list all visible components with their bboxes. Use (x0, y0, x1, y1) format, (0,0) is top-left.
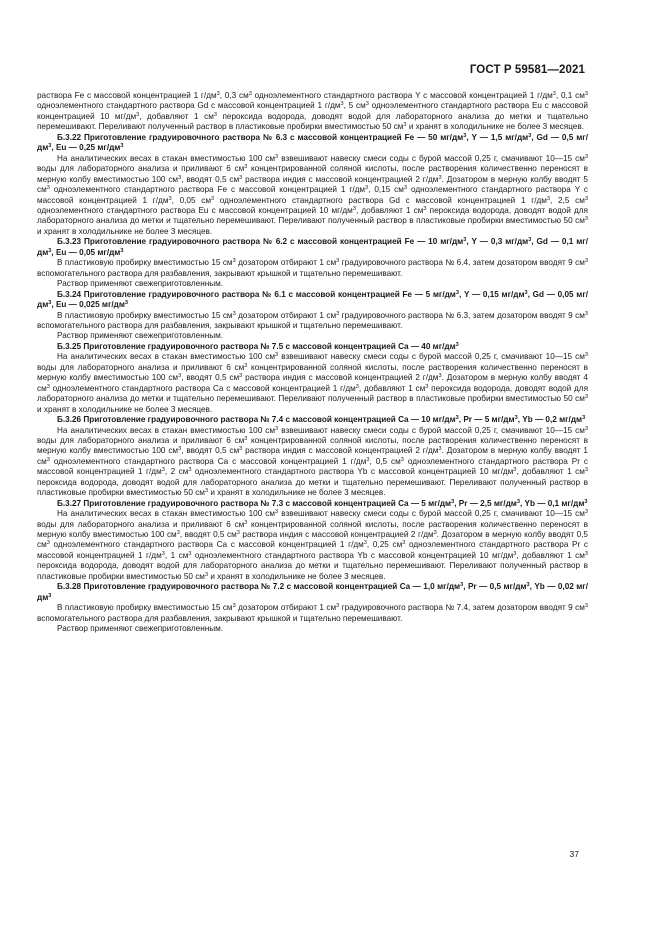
section-heading: Б.3.27 Приготовление градуировочного раствора № 7.3 с массовой концентрацией Ca — 5 $мг/дм^3$, Pr — 2,5 $мг/дм^3$, Yb — 0,1 $мг/дм^3$ (57, 498, 588, 508)
paragraph: В пластиковую пробирку вместимостью 15 $см^3$ дозатором отбирают 1 $см^3$ градуировочного раствора № 6.4, затем дозатором вводят 9 $см^3$ вспомогательного раствора для разбавления, закрывают крышкой и тщательно перемешивают. (37, 258, 588, 278)
paragraph: раствора Fe с массовой концентрацией 1 $г/дм^3$, 0,3 $см^3$ одноэлементного стандартного раствора Y с массовой концентрацией 1 $г/дм^3$, 0,1 $см^3$ одноэлементного стандартного раствора Gd с массовой концентрацией 1 $г/дм^3$, 5 $см^3$ одноэлементного стандартного раствора Eu с массовой концентрацией 10 $мг/дм^3$, добавляют 1 $см^3$ пероксида водорода, доводят водой для лабораторного анализа до метки и тщательно перемешивают. Переливают полученный раствор в пластиковые пробирки вместимостью 50 $см^3$ и хранят в холодильнике не более 3 месяцев. (37, 91, 589, 132)
paragraph: На аналитических весах в стакан вместимостью 100 $см^3$ взвешивают навеску смеси соды с бурой массой 0,25 г, смачивают 10—15 $см^3$ воды для лабораторного анализа и приливают 6 $см^3$ концентрированной соляной кислоты, после растворения количественно переносят в мерную колбу вместимостью 100 $см^3$, вводят 0,5 $см^3$ раствора индия с массовой концентрацией 2 $г/дм^3$. Дозатором в мерную колбу вводят 1 $см^3$ одноэлементного стандартного раствора Ca с массовой концентрацией 1 $г/дм^3$, 0,5 $см^3$ одноэлементного стандартного раствора Pr с массовой концентрацией 1 $г/дм^3$, 2 $см^3$ одноэлементного стандартного раствора Yb с массовой концентрацией 10 $мг/дм^3$, добавляют 1 $см^3$ пероксида водорода, доводят водой для лабораторного анализа до метки и тщательно перемешивают. Переливают полученный раствор в пластиковые пробирки вместимостью 50 $см^3$ и хранят в холодильнике не более 3 месяцев. (37, 425, 588, 498)
section-heading: Б.3.25 Приготовление градуировочного раствора № 7.5 с массовой концентрацией Ca — 40 $мг/дм^3$ (57, 341, 459, 351)
paragraph: Раствор применяют свежеприготовленным. (57, 624, 224, 634)
page-number: 37 (569, 849, 579, 859)
paragraph: На аналитических весах в стакан вместимостью 100 $см^3$ взвешивают навеску смеси соды с бурой массой 0,25 г, смачивают 10—15 $см^3$ воды для лабораторного анализа и приливают 6 $см^3$ концентрированной соляной кислоты, после растворения количественно переносят в мерную колбу вместимостью 100 $см^3$, вводят 0,5 $см^3$ раствора индия с массовой концентрацией 2 $г/дм^3$. Дозатором в мерную колбу вводят 0,5 $см^3$ одноэлементного стандартного раствора Ca с массовой концентрацией 1 $г/дм^3$, 0,25 $см^3$ одноэлементного стандартного раствора Pr с массовой концентрацией 1 $г/дм^3$, 1 $см^3$ одноэлементного стандартного раствора Yb с массовой концентрацией 10 $мг/дм^3$, добавляют 1 $см^3$ пероксида водорода, доводят водой для лабораторного анализа до метки и тщательно перемешивают. Переливают полученный раствор в пластиковые пробирки вместимостью 50 $см^3$ и хранят в холодильнике не более 3 месяцев. (37, 509, 588, 581)
section-heading: Б.3.24 Приготовление градуировочного раствора № 6.1 с массовой концентрацией Fe — 5 $мг/дм^3$, Y — 0,15 $мг/дм^3$, Gd — 0,05 $мг/дм^3$, Eu — 0,025 $мг/дм^3$ (37, 289, 589, 310)
paragraph: На аналитических весах в стакан вместимостью 100 $см^3$ взвешивают навеску смеси соды с бурой массой 0,25 г, смачивают 10—15 $см^3$ воды для лабораторного анализа и приливают 6 $см^3$ концентрированной соляной кислоты, после растворения количественно переносят в мерную колбу вместимостью 100 $см^3$, вводят 0,5 $см^3$ раствора индия с массовой концентрацией 2 $г/дм^3$. Дозатором в мерную колбу вводят 4 $см^3$ одноэлементного стандартного раствора Ca с массовой концентрацией 1 $г/дм^3$, добавляют 1 $см^3$ пероксида водорода, доводят водой для лабораторного анализа до метки и тщательно перемешивают. Переливают полученный раствор в пластиковые пробирки вместимостью 50 $см^3$ и хранят в холодильнике не более 3 месяцев. (37, 352, 588, 414)
document-header: ГОСТ Р 59581—2021 (469, 64, 585, 76)
paragraph: На аналитических весах в стакан вместимостью 100 $см^3$ взвешивают навеску смеси соды с бурой массой 0,25 г, смачивают 10—15 $см^3$ воды для лабораторного анализа и приливают 6 $см^3$ концентрированной соляной кислоты, после растворения количественно переносят в мерную колбу вместимостью 100 $см^3$, вводят 0,5 $см^3$ раствора индия с массовой концентрацией 2 $г/дм^3$. Дозатором в мерную колбу вводят 5 $см^3$ одноэлементного стандартного раствора Fe с массовой концентрацией 1 $г/дм^3$, 0,15 $см^3$ одноэлементного стандартного раствора Y с массовой концентрацией 1 $г/дм^3$, 0,05 $см^3$ одноэлементного стандартного раствора Gd с массовой концентрацией 1 $г/дм^3$, 2,5 $см^3$ одноэлементного стандартного раствора Eu с массовой концентрацией 10 $мг/дм^3$, добавляют 1 $см^3$ пероксида водорода, доводят водой для лабораторного анализа до метки и тщательно перемешивают. Переливают полученный раствор в пластиковые пробирки вместимостью 50 $см^3$ и хранят в холодильнике не более 3 месяцев. (37, 153, 589, 236)
section-heading: Б.3.26 Приготовление градуировочного раствора № 7.4 с массовой концентрацией Ca — 10 $мг/дм^3$, Pr — 5 $мг/дм^3$, Yb — 0,2 $мг/дм^3$ (57, 415, 586, 425)
paragraph: В пластиковую пробирку вместимостью 15 $см^3$ дозатором отбирают 1 $см^3$ градуировочного раствора № 7.4, затем дозатором вводят 9 $см^3$ вспомогательного раствора для разбавления, закрывают крышкой и тщательно перемешивают. (37, 603, 588, 623)
document-body (37, 91, 588, 635)
paragraph: Раствор применяют свежеприготовленным. (57, 331, 224, 341)
section-heading: Б.3.23 Приготовление градуировочного раствора № 6.2 с массовой концентрацией Fe — 10 $мг/дм^3$, Y — 0,3 $мг/дм^3$, Gd — 0,1 $мг/дм^3$, Eu — 0,05 $мг/дм^3$ (37, 237, 588, 257)
paragraph: Раствор применяют свежеприготовленным. (57, 279, 224, 289)
section-heading: Б.3.28 Приготовление градуировочного раствора № 7.2 с массовой концентрацией Ca — 1,0 $мг/дм^3$, Pr — 0,5 $мг/дм^3$, Yb — 0,02 $мг/дм^3$ (37, 582, 588, 602)
section-heading: Б.3.22 Приготовление градуировочного раствора № 6.3 с массовой концентрацией Fe — 50 $мг/дм^3$, Y — 1,5 $мг/дм^3$, Gd — 0,5 $мг/дм^3$, Eu — 0,25 $мг/дм^3$ (37, 132, 588, 153)
paragraph: В пластиковую пробирку вместимостью 15 $см^3$ дозатором отбирают 1 $см^3$ градуировочного раствора № 6.3, затем дозатором вводят 9 $см^3$ вспомогательного раствора для разбавления, закрывают крышкой и тщательно перемешивают. (37, 310, 588, 330)
